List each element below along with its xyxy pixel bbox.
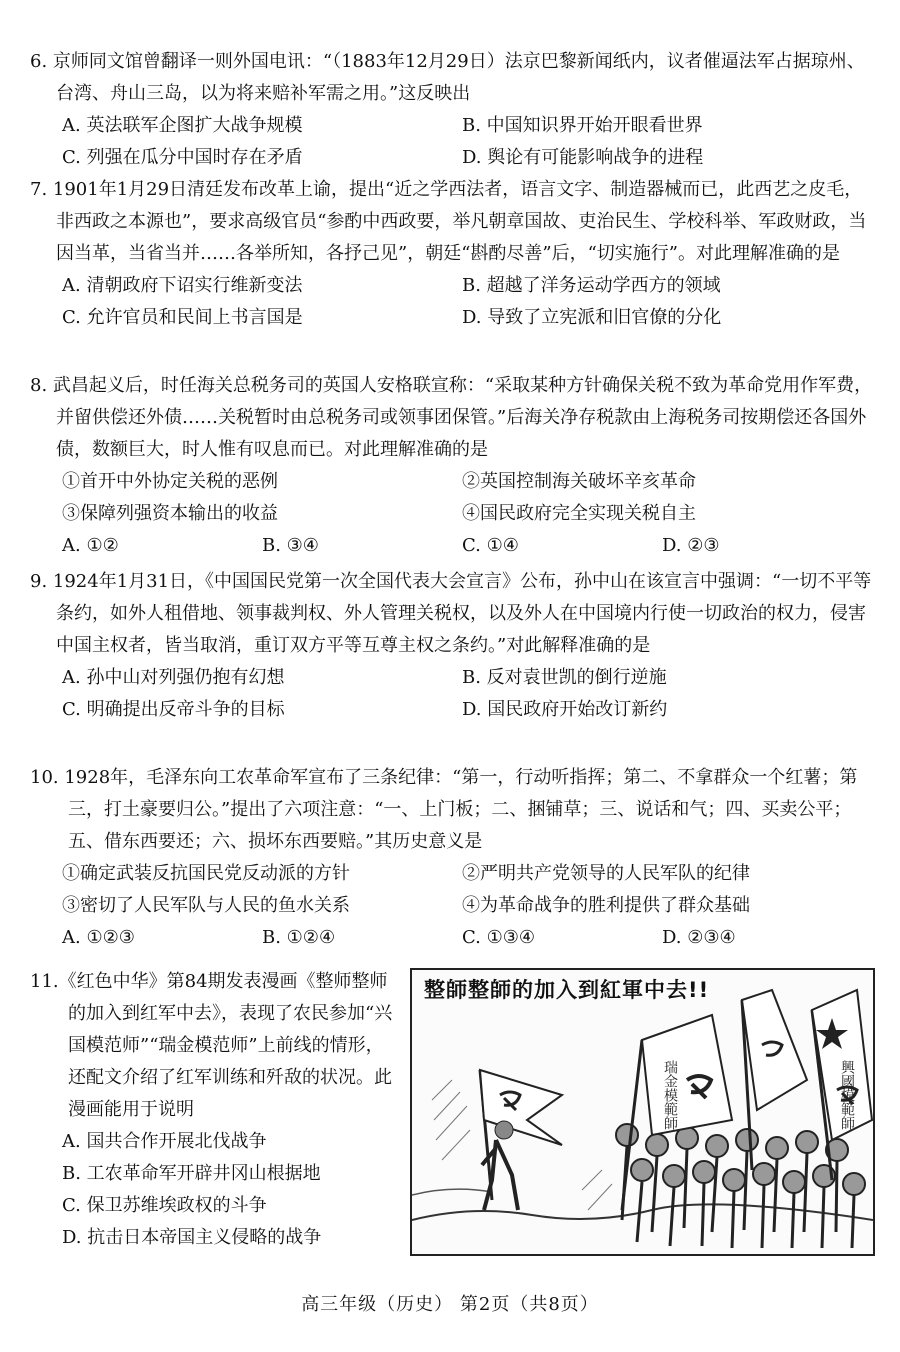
statement-2: ②英国控制海关破坏辛亥革命 (462, 471, 696, 492)
question-8-options (30, 530, 875, 562)
page-footer: 高三年级（历史） 第2页（共8页） (301, 1294, 599, 1315)
cartoon-title: 整師整師的加入到紅軍中去!! (424, 978, 710, 1002)
question-10-options (30, 922, 875, 954)
statement-1: ①首开中外协定关税的恶例 (62, 471, 278, 492)
statement-1: ①确定武装反抗国民党反动派的方针 (62, 863, 350, 884)
flag-right-label: 興國模範師 (839, 1060, 855, 1130)
question-6-stem: 6. 京师同文馆曾翻译一则外国电讯：“（1883年12月29日）法京巴黎新闻纸内，议者催逼法军占据琼州、台湾、舟山三岛，以为将来赔补军需之用。”这反映出 (30, 51, 865, 104)
option-b: B. 超越了洋务运动学西方的领域 (462, 275, 721, 296)
option-d: D. ②③④ (662, 927, 736, 948)
option-b: B. 工农革命军开辟井冈山根据地 (62, 1163, 321, 1184)
statement-4: ④为革命战争的胜利提供了群众基础 (462, 895, 750, 916)
option-c: C. 明确提出反帝斗争的目标 (62, 699, 285, 720)
option-c: C. 列强在瓜分中国时存在矛盾 (62, 147, 303, 168)
flag-left-label: 瑞金模範師 (662, 1060, 678, 1130)
question-10 (30, 762, 875, 954)
option-b: B. ①②④ (262, 927, 336, 948)
cartoon-drawing (412, 970, 873, 1254)
option-a: A. 国共合作开展北伐战争 (62, 1131, 267, 1152)
option-d: D. 舆论有可能影响战争的进程 (462, 147, 704, 168)
statement-3: ③保障列强资本输出的收益 (62, 503, 278, 524)
option-b: B. ③④ (262, 535, 319, 556)
option-b: B. 反对袁世凯的倒行逆施 (462, 667, 667, 688)
question-8-stem: 8. 武昌起义后，时任海关总税务司的英国人安格联宣称：“采取某种方针确保关税不致为革命党用作军费，并留供偿还外债……关税暂时由总税务司或领事团保管。”后海关净存税款由上海税务司按期偿还各国外债，数额巨大，时人惟有叹息而已。对此理解准确的是 (30, 375, 873, 460)
option-a: A. 英法联军企图扩大战争规模 (62, 115, 303, 136)
question-10-stem: 10. 1928年，毛泽东向工农革命军宣布了三条纪律：“第一，行动听指挥；第二、不拿群众一个红薯；第三，打土豪要归公。”提出了六项注意：“一、上门板；二、捆铺草；三、说话和气；四、买卖公平；五、借东西要还；六、损坏东西要赔。”其历史意义是 (30, 767, 858, 852)
option-d: D. 抗击日本帝国主义侵略的战争 (62, 1227, 322, 1248)
option-a: A. ①② (62, 535, 119, 556)
statement-3: ③密切了人民军队与人民的鱼水关系 (62, 895, 350, 916)
question-7 (30, 174, 875, 334)
question-10-items (30, 858, 875, 922)
question-6 (30, 46, 875, 174)
option-d: D. 导致了立宪派和旧官僚的分化 (462, 307, 722, 328)
question-11 (30, 966, 400, 1254)
cartoon-illustration (410, 968, 875, 1256)
question-7-options (30, 270, 875, 334)
option-a: A. 孙中山对列强仍抱有幻想 (62, 667, 285, 688)
option-a: A. 清朝政府下诏实行维新变法 (62, 275, 303, 296)
option-c: C. 保卫苏维埃政权的斗争 (62, 1195, 267, 1216)
option-b: B. 中国知识界开始开眼看世界 (462, 115, 703, 136)
question-6-options (30, 110, 875, 174)
question-9-stem: 9. 1924年1月31日，《中国国民党第一次全国代表大会宣言》公布，孙中山在该宣言中强调：“一切不平等条约，如外人租借地、领事裁判权、外人管理关税权，以及外人在中国境内行使一切政治的权力，侵害中国主权者，皆当取消，重订双方平等互尊主权之条约。”对此解释准确的是 (30, 571, 872, 656)
statement-2: ②严明共产党领导的人民军队的纪律 (462, 863, 750, 884)
option-d: D. 国民政府开始改订新约 (462, 699, 668, 720)
question-8 (30, 370, 875, 562)
statement-4: ④国民政府完全实现关税自主 (462, 503, 696, 524)
question-9-options (30, 662, 875, 726)
question-7-stem: 7. 1901年1月29日清廷发布改革上谕，提出“近之学西法者，语言文字、制造器械而已，此西艺之皮毛，非西政之本源也”，要求高级官员“参酌中西政要，举凡朝章国故、吏治民生、学校科举、军政财政，当因当革，当省当并……各举所知，各抒己见”，朝廷“斟酌尽善”后，“切实施行”。对此理解准确的是 (30, 179, 867, 264)
option-c: C. ①④ (462, 535, 519, 556)
option-c: C. 允许官员和民间上书言国是 (62, 307, 303, 328)
option-d: D. ②③ (662, 535, 720, 556)
option-c: C. ①③④ (462, 927, 535, 948)
question-8-items (30, 466, 875, 530)
option-a: A. ①②③ (62, 927, 135, 948)
question-9 (30, 566, 875, 726)
question-11-stem: 11.《红色中华》第84期发表漫画《整师整师的加入到红军中去》，表现了农民参加“兴国模范师”“瑞金模范师”上前线的情形，还配文介绍了红军训练和歼敌的状况。此漫画能用于说明 (30, 971, 393, 1120)
